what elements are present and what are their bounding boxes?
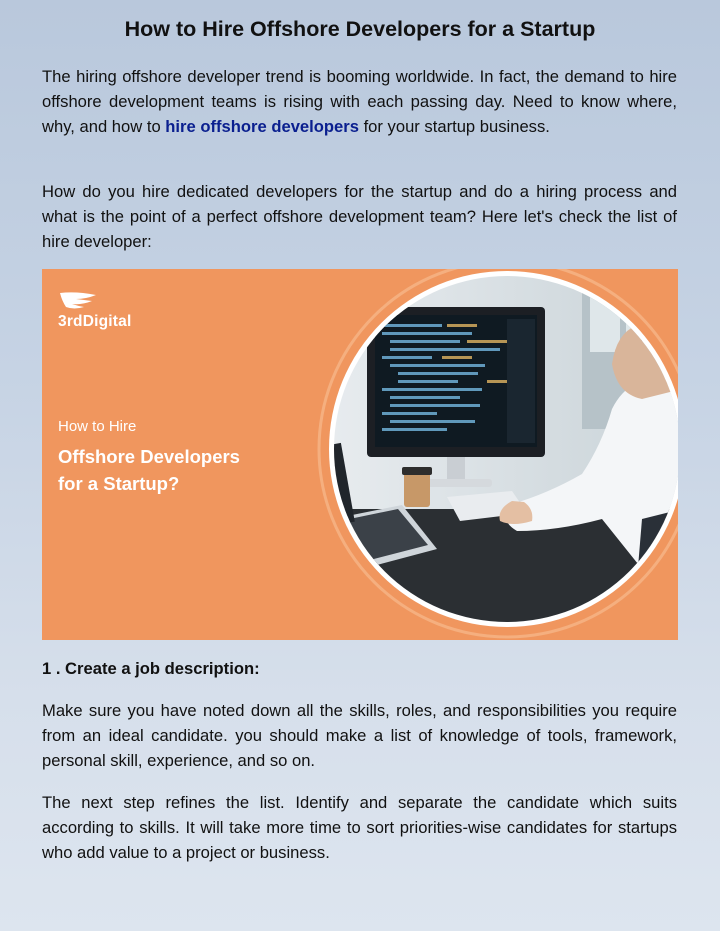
banner-title	[58, 443, 240, 497]
page-title: How to Hire Offshore Developers for a Startup	[124, 17, 596, 41]
brand-logo-text: 3rdDigital	[58, 313, 132, 330]
banner-title-line-1: Offshore Developers	[58, 446, 240, 467]
intro-text-before: The hiring offshore developer trend is booming worldwide. In fact, the demand to hire offshore development teams is rising with each passing day. Need to know where, why, and how to	[42, 67, 677, 136]
section-heading: 1 . Create a job description:	[42, 659, 260, 678]
banner-subtitle: How to Hire	[58, 418, 137, 435]
section-paragraph-2: The next step refines the list. Identify and separate the candidate which suits according to skills. It will take more time to sort priorities-wise candidates for startups who add value to a project or business.	[42, 793, 677, 862]
intro-paragraph	[42, 64, 677, 139]
section-paragraph-1: Make sure you have noted down all the skills, roles, and responsibilities you require from an ideal candidate. you should make a list of knowledge of tools, framework, personal skill, experience, and so on.	[42, 701, 677, 770]
hire-offshore-developers-link[interactable]: hire offshore developers	[165, 117, 359, 136]
banner-title-line-2: for a Startup?	[58, 473, 180, 494]
second-paragraph: How do you hire dedicated developers for the startup and do a hiring process and what is the point of a perfect offshore development team? Here let's check the list of hire developer:	[42, 182, 677, 251]
article-banner-image	[42, 269, 678, 640]
wing-icon	[58, 291, 98, 311]
intro-text-after: for your startup business.	[358, 117, 550, 136]
